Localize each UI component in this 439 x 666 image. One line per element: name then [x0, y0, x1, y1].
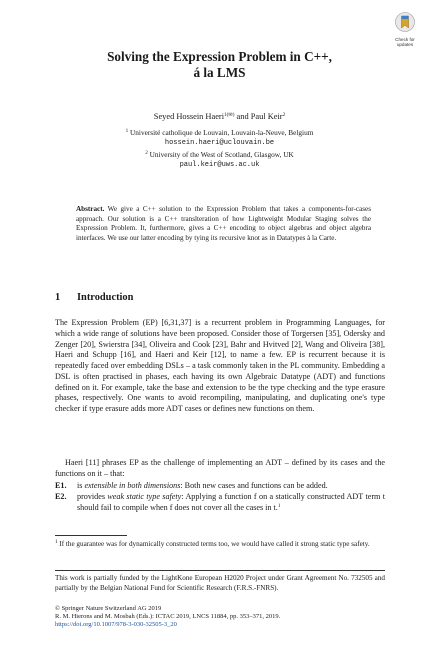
update-bookmark-icon [395, 12, 415, 32]
funding-note: This work is partially funded by the LightKone European H2020 Project under Grant Agreement No. 732505 and partially by the Belgian National Fund for Scientific Research (F.R.S.-FNRS). [55, 574, 385, 592]
affiliation-2-number: 2 [145, 150, 148, 156]
citation-line: R. M. Hierons and M. Mosbah (Eds.): ICTAC 2019, LNCS 11884, pp. 353–371, 2019. [55, 613, 281, 621]
affiliation-1-email[interactable]: hossein.haeri@uclouvain.be [164, 139, 275, 147]
author-1: Seyed Hossein Haeri [153, 112, 225, 121]
affiliation-2 [0, 150, 439, 159]
section-heading [55, 292, 133, 303]
title-line-2: á la LMS [193, 65, 246, 80]
badge-text-line1: Check for [395, 37, 415, 42]
footnote-text: If the guarantee was for dynamically constructed terms too, we would have called it strong static type safety. [57, 540, 370, 548]
badge-text-line2: updates [396, 42, 414, 48]
abstract-label: Abstract. [76, 205, 105, 213]
list-item-text-pre: provides [77, 492, 108, 501]
author-list [0, 112, 439, 121]
affiliation-1 [0, 128, 439, 137]
abstract [76, 205, 371, 243]
footnote-marker[interactable]: 1 [277, 502, 281, 509]
list-item-emphasis: weak static type safety [107, 492, 182, 501]
list-item-label: E1. [55, 481, 67, 490]
list-item-text [77, 492, 385, 514]
author-2-marker: 2 [282, 112, 286, 118]
affiliation-1-text: Université catholique de Louvain, Louvain-la-Neuve, Belgium [128, 128, 314, 137]
footnote [55, 540, 385, 549]
copyright-block [55, 605, 385, 630]
paper-title [0, 49, 439, 81]
footnote-number: 1 [55, 539, 58, 545]
funding-divider [55, 570, 385, 571]
list-item-label: E2. [55, 492, 67, 501]
affiliation-1-number: 1 [125, 128, 129, 134]
section-number: 1 [55, 292, 61, 303]
check-for-updates-badge[interactable] [392, 12, 418, 47]
author-2: and Paul Keir [234, 112, 283, 121]
footnote-divider [55, 535, 127, 536]
list-item-emphasis: extensible in both dimensions [84, 481, 181, 490]
copyright-line: © Springer Nature Switzerland AG 2019 [55, 605, 162, 612]
section-title: Introduction [77, 292, 134, 303]
affiliation-2-email[interactable]: paul.keir@uws.ac.uk [179, 161, 260, 169]
intro-paragraph-1: The Expression Problem (EP) [6,31,37] is a recurrent problem in Programming Languages, for which a wide range of solutions have been proposed. Consider those of Torgersen [35], Odersky and Zenger [20], Swierstra [34], Oliveira and Cook [23], Bahr and Hvitved [2], Wang and Oliveira [38], Haeri and Schupp [16], and Haeri and Keir [12], to name a few. EP is recurrent because it is repeatedly faced over embedding DSLs – a task commonly taken in the PL community. Embedding a DSL is often practised in phases, each having its own Algebraic Datatype (ADT) and functions defined on it. For example, take the base and extension to be the type checking and the type erasure phases, respectively. One wants to avoid recompiling, manipulating, and duplicating one's type checker if type erasure adds more ADT cases or defines new functions on them. [55, 318, 385, 413]
abstract-text: We give a C++ solution to the Expression Problem that takes a components-for-cases approach. Our solution is a C++ translteration of how Lightweight Modular Staging solves the Expression Problem. It, furthermore, gives a C++ encoding to object algebras and object algebra interfaces. We use our latter encoding by tying its recursive knot as in Datatypes à la Carte. [76, 205, 371, 242]
list-item-text-pre: is [77, 481, 85, 490]
intro-paragraph-2: Haeri [11] phrases EP as the challenge of implementing an ADT – defined by its cases and the functions on it – that: [55, 458, 385, 478]
affiliation-2-text: University of the West of Scotland, Glasgow, UK [147, 150, 294, 159]
list-item-text-post: : Applying a function f on a statically constructed ADT term t should fail to compile when f does not cover all the cases in t. [77, 492, 385, 512]
list-item-text [77, 481, 385, 492]
title-line-1: Solving the Expression Problem in C++, [107, 49, 332, 64]
requirements-list [55, 481, 385, 531]
doi-link[interactable]: https://doi.org/10.1007/978-3-030-32505-3_20 [55, 621, 177, 629]
list-item-text-post: : Both new cases and functions can be added. [180, 481, 328, 490]
author-1-marker: 1(✉) [224, 112, 235, 118]
